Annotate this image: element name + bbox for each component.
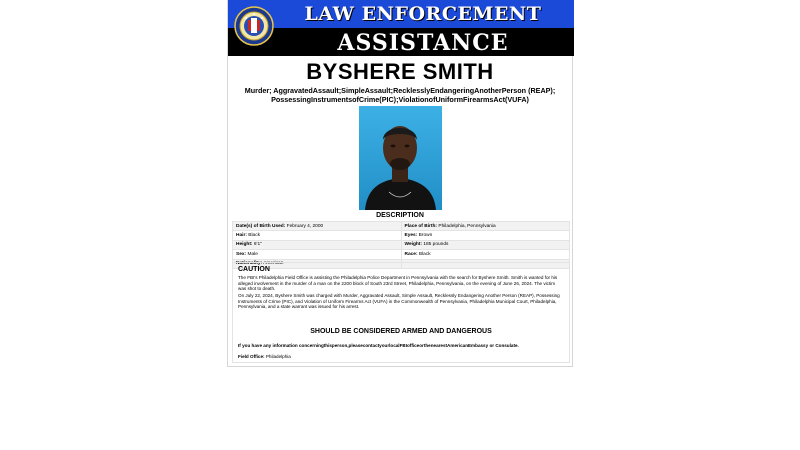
dob-label: Date(s) of Birth Used: [236,223,286,229]
table-cell [401,240,570,249]
field-office-label: Field Office: [238,354,265,359]
field-office-value: Philadelphia [265,354,291,359]
table-row [233,231,570,240]
eyes-label: Eyes: [404,233,418,239]
table-cell [233,250,402,259]
dob-value: February 4, 2000 [286,223,324,229]
table-cell [401,222,570,231]
sex-value: Male [247,251,258,257]
nationality-label: Nationality: [236,261,263,267]
field-office [238,354,291,359]
armed-dangerous-warning: SHOULD BE CONSIDERED ARMED AND DANGEROUS [310,328,492,335]
banner [228,0,574,56]
caution-section [232,262,570,363]
description-heading: DESCRIPTION [376,212,424,219]
table-cell [233,231,402,240]
sex-label: Sex: [236,251,247,257]
table-row [233,222,570,231]
hair-value: Black [248,233,261,239]
subject-name: BYSHERE SMITH [306,59,494,84]
charges-paragraph: On July 22, 2024, Byshere Smith was charged with Murder, Aggravated Assault, Simple Assault, Recklessly Endangering Another Person (REAP), Possessing Instruments of Crime (PIC), and Violation of Uniform Firearms Act (VUFA) in the Commonwealth of Pennsylvania, Philadelphia Municipal Court, Philadelphia, Pennsylvania, and a state warrant was issued for his arrest. [238,293,560,310]
birthplace-value: Philadelphia, Pennsylvania [438,223,496,229]
weight-value: 185 pounds [423,242,449,248]
banner-title-line2: ASSISTANCE [337,30,509,56]
table-cell [401,250,570,259]
height-value: 6'1" [253,242,262,248]
race-label: Race: [404,251,418,257]
banner-title-line1: LAW ENFORCEMENT [304,3,542,25]
contact-instructions: If you have any information concerningthisperson,pleasecontactyourlocalFBIofficeorthenearestAmericanEmbassy or Consulate. [238,343,519,348]
race-value: Black [418,251,431,257]
fbi-seal-icon [234,6,274,46]
table-cell [233,240,402,249]
birthplace-label: Place of Birth: [404,223,438,229]
nationality-value: American [263,261,284,267]
subject-charges: Murder; AggravatedAssault;SimpleAssault;RecklesslyEndangeringAnotherPerson (REAP); PossessingInstrumentsofCrime(PIC);ViolationofUniformFirearmsAct(VUFA) [244,86,556,104]
table-cell [401,231,570,240]
height-label: Height: [236,242,253,248]
subject-photo [359,106,442,210]
table-cell [233,222,402,231]
eyes-value: Brown [418,233,433,239]
table-row [233,250,570,259]
hair-label: Hair: [236,233,247,239]
weight-label: Weight: [404,242,422,248]
caution-paragraph: The FBI's Philadelphia Field Office is assisting the Philadelphia Police Department in Pennsylvania with the search for Byshere Smith. Smith is wanted for his alleged involvement in the murder of a man on the 2200 block of South 23rd Street, Philadelphia, Pennsylvania, on the evening of June 26, 2024. The victim was shot to death. [238,275,558,292]
table-row [233,240,570,249]
caution-heading: CAUTION [238,266,270,273]
wanted-poster [227,0,573,367]
